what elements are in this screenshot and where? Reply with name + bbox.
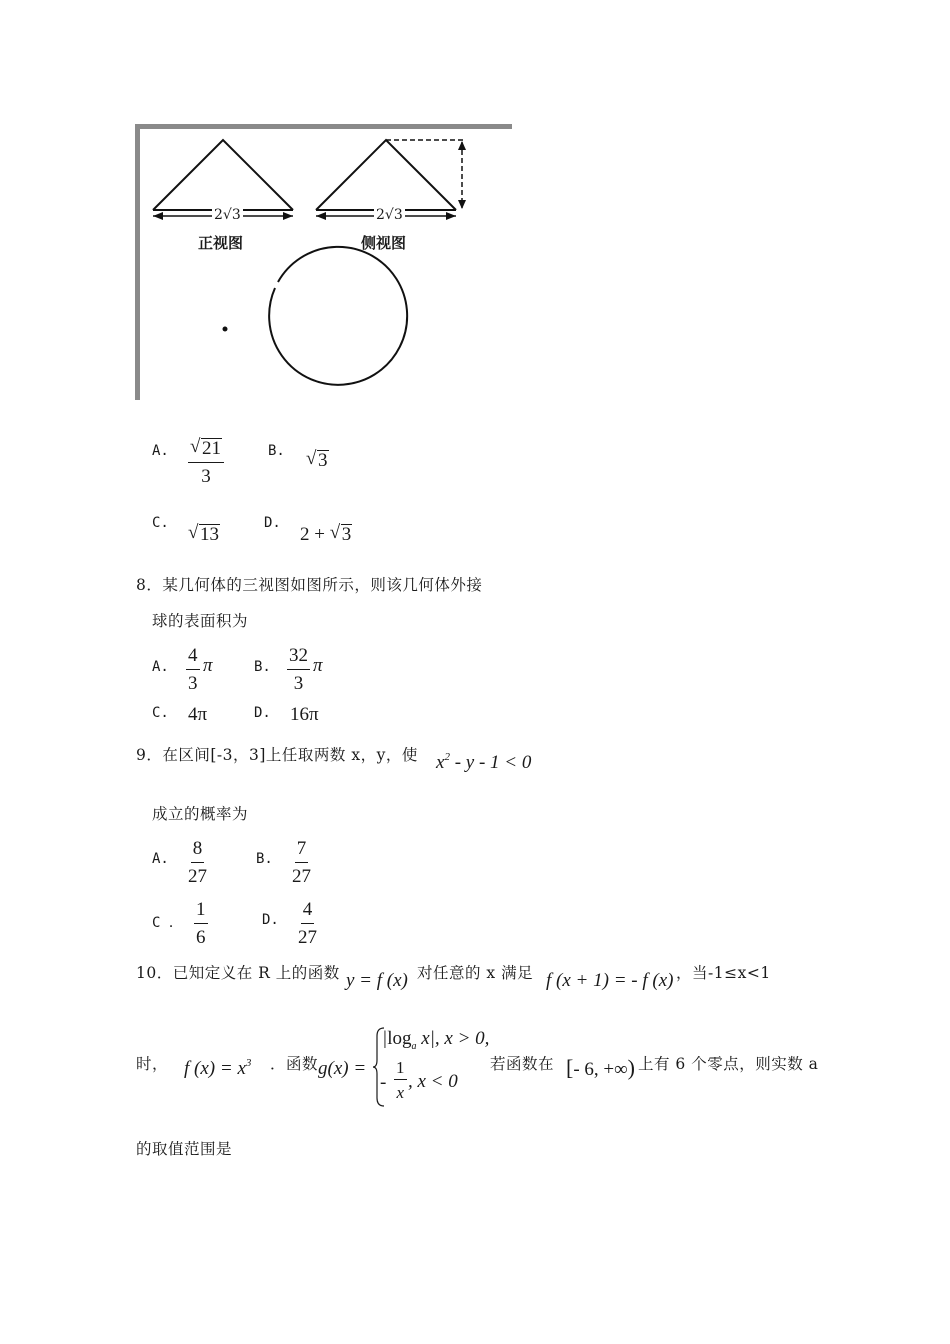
q9-d-numerator: 4	[301, 899, 315, 924]
q10-expr-f-cubed	[184, 1058, 251, 1080]
q8-option-d-label: D.	[254, 705, 271, 721]
q10-expr-y-equals-f: y = f (x)	[346, 970, 408, 991]
q9-inequality	[436, 752, 531, 774]
q9-option-a-fraction	[188, 838, 207, 888]
q10-text-range: 的取值范围是	[136, 1140, 233, 1158]
q10-case-log-base: a	[411, 1041, 417, 1052]
q10-case-positive: $|\log_a$ x|, x > 0,	[382, 1028, 490, 1052]
q10-text-zeros: 上有 6 个零点，则实数 a	[638, 1055, 819, 1073]
q10-text-condition: 对任意的 x 满足	[417, 964, 534, 982]
q10-text-function: ．函数	[270, 1055, 319, 1073]
q10-expr-f-cubed-sup: 3	[245, 1057, 252, 1069]
front-dim-arrow-left	[153, 212, 163, 220]
q7-b-radicand: 3	[318, 450, 328, 471]
q8-option-a-fraction	[186, 645, 200, 695]
q9-option-d-fraction	[298, 899, 317, 949]
q10-case-negative-rest: , x < 0	[408, 1071, 458, 1092]
front-view-triangle	[153, 140, 293, 210]
q8-b-denominator: 3	[293, 673, 304, 694]
q7-option-c-value: √ 13	[188, 522, 219, 545]
q10-interval-value: - 6, +∞	[573, 1059, 628, 1080]
q9-b-numerator: 7	[295, 838, 309, 863]
q9-option-c-label: C ．	[152, 915, 183, 931]
q10-text-intro: 10．已知定义在 R 上的函数	[136, 964, 340, 982]
q10-expr-functional-eq: f (x + 1) = - f (x)	[546, 970, 674, 991]
q7-option-d-label: D.	[264, 515, 281, 531]
q9-question-line1: 9．在区间[-3，3]上任取两数 x，y，使	[136, 746, 418, 764]
q9-b-denominator: 27	[292, 866, 311, 887]
side-dim-arrow-left	[316, 212, 326, 220]
q10-case-negative-fraction	[394, 1058, 407, 1102]
q10-expr-f-cubed-base: f (x) = x	[184, 1058, 246, 1079]
q10-case-neg-numerator: 1	[394, 1058, 407, 1080]
side-dim-label: 2√3	[376, 207, 403, 223]
figure-frame-top	[135, 124, 512, 129]
q10-case-neg-denominator: x	[396, 1083, 405, 1102]
side-view-triangle	[316, 140, 456, 210]
q9-c-denominator: 6	[196, 927, 206, 948]
q7-option-b-value: √ 3	[306, 448, 328, 471]
q10-text-if-function: 若函数在	[490, 1055, 555, 1073]
figure-frame-left	[135, 124, 140, 400]
side-view-label: 侧视图	[361, 234, 407, 252]
q10-interval: [- 6, +∞)	[566, 1055, 635, 1080]
height-arrow-top	[458, 141, 466, 150]
q9-question-line2: 成立的概率为	[152, 805, 249, 823]
q9-option-c-fraction	[194, 899, 208, 949]
q10-text-shi: 时，	[136, 1055, 169, 1073]
q8-option-d-value: 16π	[290, 704, 319, 725]
front-dim-label: 2√3	[214, 207, 241, 223]
front-view-label: 正视图	[198, 234, 244, 252]
q7-option-d-value: 2 + √ 3	[300, 522, 352, 545]
q7-c-radicand: 13	[200, 524, 219, 545]
q9-expr-x: x	[436, 752, 445, 773]
q7-option-a-value: √ 21 3	[188, 438, 224, 488]
q8-question-line1: 8．某几何体的三视图如图所示，则该几何体外接	[136, 576, 483, 594]
q9-option-b-fraction	[292, 838, 311, 888]
q9-option-a-label: A.	[152, 851, 169, 867]
q9-expr-sup: 2	[444, 751, 450, 763]
q8-option-b-label: B.	[254, 659, 271, 675]
q7-option-c-label: C.	[152, 515, 169, 531]
q8-option-a-label: A.	[152, 659, 169, 675]
q9-option-d-label: D.	[262, 912, 279, 928]
q10-case-positive-rest: x|, x > 0,	[416, 1028, 490, 1049]
q10-case-log: log	[387, 1028, 412, 1049]
three-view-figure	[130, 120, 520, 405]
front-dim-arrow-right	[283, 212, 293, 220]
side-dim-arrow-right	[446, 212, 456, 220]
q10-case-negative-sign: -	[380, 1072, 387, 1093]
q8-a-numerator: 4	[186, 645, 200, 670]
q8-option-b-fraction	[287, 645, 310, 695]
q7-a-denominator: 3	[201, 466, 211, 487]
q9-a-denominator: 27	[188, 866, 207, 887]
q8-option-a-pi: π	[203, 655, 213, 676]
q10-expr-g: g(x) =	[318, 1058, 367, 1079]
q7-a-radicand: 21	[202, 438, 221, 459]
q7-option-a-label: A.	[152, 443, 169, 459]
q8-a-denominator: 3	[188, 673, 198, 694]
height-arrow-bottom	[458, 200, 466, 209]
q9-c-numerator: 1	[194, 899, 208, 924]
q7-option-b-label: B.	[268, 443, 285, 459]
q8-option-b-pi: π	[313, 655, 323, 676]
q8-b-numerator: 32	[287, 645, 310, 670]
q9-d-denominator: 27	[298, 927, 317, 948]
q9-expr-rest: - y - 1 < 0	[449, 752, 532, 773]
q8-option-c-label: C.	[152, 705, 169, 721]
top-view-center-dot	[223, 327, 228, 332]
q8-question-line2: 球的表面积为	[152, 612, 249, 630]
q7-d-prefix: 2 +	[300, 524, 325, 545]
q8-option-c-value: 4π	[188, 704, 208, 725]
top-view-circle	[269, 247, 407, 385]
q7-d-radicand: 3	[341, 524, 352, 545]
q9-a-numerator: 8	[191, 838, 205, 863]
q9-option-b-label: B.	[256, 851, 273, 867]
q10-text-when: ，当-1≤x<1	[676, 964, 771, 982]
